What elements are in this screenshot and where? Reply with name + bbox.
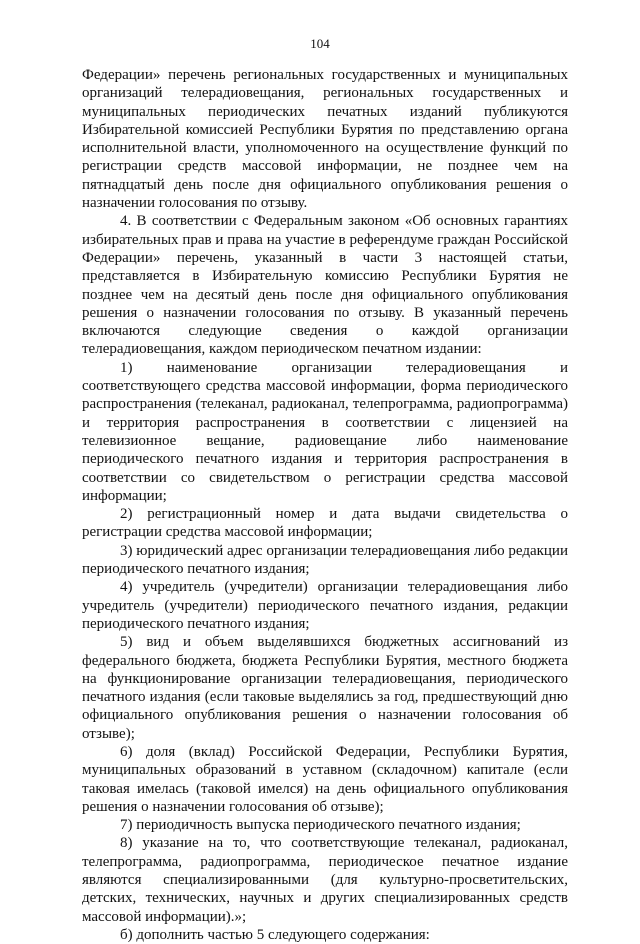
- list-item-6: 6) доля (вклад) Российской Федерации, Республики Бурятия, муниципальных образований в уставном (складочном) капитале (если таковая имелась (таковой имелся) на день официального опубликования решения о назначении голосования об отзыве);: [82, 743, 568, 815]
- list-item-1: 1) наименование организации телерадиовещания и соответствующего средства массовой информации, форма периодического распространения (телеканал, радиоканал, телепрограмма, радиопрограмма) и территория распространения в соответствии с лицензией на телевизионное вещание, радиовещание либо наименование периодического печатного издания и территория распространения в соответствии со свидетельством о регистрации средства массовой информации;: [82, 359, 568, 504]
- list-item-4: 4) учредитель (учредители) организации телерадиовещания либо учредитель (учредители) периодического печатного издания, редакции периодического печатного издания;: [82, 579, 568, 632]
- page-number: 104: [310, 36, 330, 51]
- list-item-8: 8) указание на то, что соответствующие телеканал, радиоканал, телепрограмма, радиопрограмма, периодическое печатное издание являются специализированными (для культурно-просветительских, детских, технических, научных и других специализированных средств массовой информации).»;: [82, 835, 568, 925]
- list-item-5: 5) вид и объем выделявшихся бюджетных ассигнований из федерального бюджета, бюджета Республики Бурятия, местного бюджета на функционирование организации телерадиовещания, периодического печатного издания (если таковые выделялись за год, предшествующий дню официального опубликования решения о назначении голосования об отзыве);: [82, 634, 568, 742]
- paragraph-continuation: Федерации» перечень региональных государственных и муниципальных организаций телерадиовещания, региональных государственных и муниципальных периодических печатных изданий публикуются Избирательной комиссией Республики Бурятия по представлению органа исполнительной власти, уполномоченного на осуществление функций по регистрации средств массовой информации, не позднее чем на пятнадцатый день после дня официального опубликования решения о назначении голосования по отзыву.: [82, 67, 568, 212]
- paragraph-part-4: 4. В соответствии с Федеральным законом «Об основных гарантиях избирательных прав и права на участие в референдуме граждан Российской Федерации» перечень, указанный в части 3 настоящей статьи, представляется в Избирательную комиссию Республики Бурятия не позднее чем на десятый день после дня официального опубликования решения о назначении голосования по отзыву. В указанный перечень включаются следующие сведения о каждой организации телерадиовещания, каждом периодическом печатном издании:: [82, 213, 568, 358]
- paragraph-b: б) дополнить частью 5 следующего содержания:: [120, 926, 430, 943]
- list-item-3: 3) юридический адрес организации телерадиовещания либо редакции периодического печатного издания;: [82, 542, 568, 578]
- list-item-7: 7) периодичность выпуска периодического печатного издания;: [120, 817, 521, 834]
- list-item-2: 2) регистрационный номер и дата выдачи свидетельства о регистрации средства массовой информации;: [82, 506, 568, 541]
- document-body: [82, 66, 568, 944]
